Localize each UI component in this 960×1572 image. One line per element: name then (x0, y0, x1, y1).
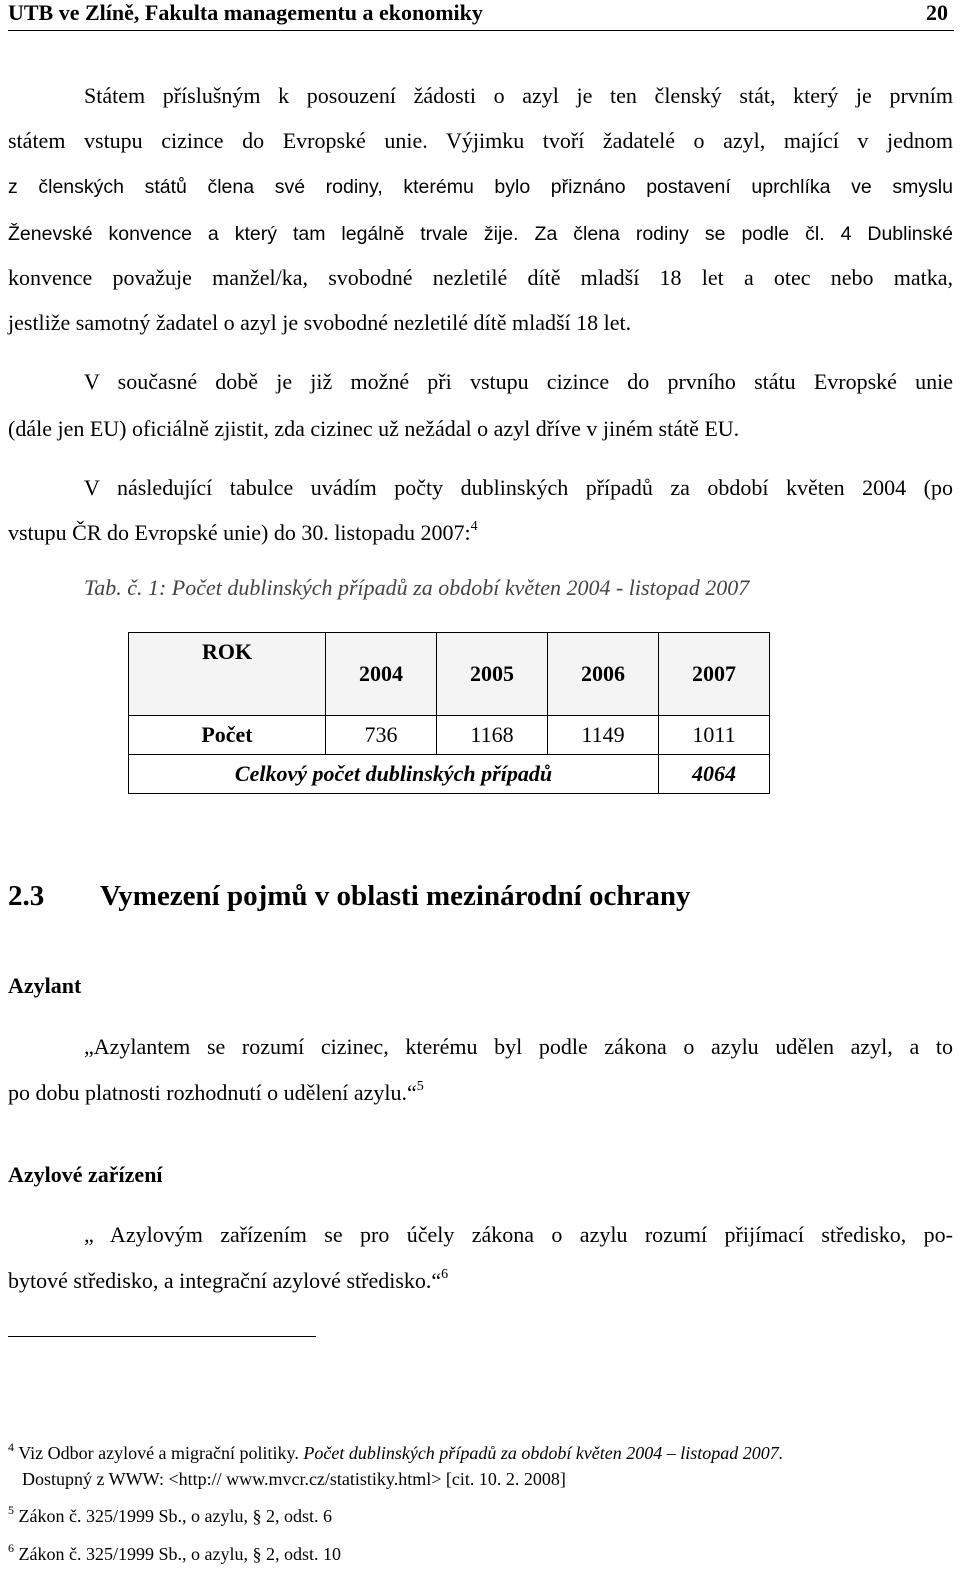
footnote-4-text: Viz Odbor azylové a migrační politiky. (18, 1443, 299, 1463)
footnote-5 (8, 1503, 332, 1529)
table-row-count (129, 716, 770, 755)
footnote-6-text: Zákon č. 325/1999 Sb., o azylu, § 2, odst. 10 (18, 1544, 341, 1564)
zarizeni-line-2-text: bytové středisko, a integrační azylové středisko.“ (8, 1268, 442, 1293)
footnote-6-number: 6 (8, 1541, 14, 1555)
footnote-5-number: 5 (8, 1503, 14, 1517)
para2-line-2: (dále jen EU) oficiálně zjistit, zda cizinec už nežádal o azyl dříve v jiném státě EU. (8, 416, 740, 441)
para3-line-1: V následující tabulce uvádím počty dublinských případů za období květen 2004 (po (84, 475, 953, 500)
header-rok: ROK (129, 633, 326, 716)
table-caption: Tab. č. 1: Počet dublinských případů za období květen 2004 - listopad 2007 (84, 575, 750, 600)
para3-line-2-text: vstupu ČR do Evropské unie) do 30. listopadu 2007: (8, 520, 471, 545)
zarizeni-line-2 (8, 1266, 953, 1296)
footnote-4-number: 4 (8, 1440, 14, 1454)
header-title: UTB ve Zlíně, Fakulta managementu a ekonomiky (8, 0, 483, 25)
count-cell: 1149 (548, 716, 659, 755)
section-title: Vymezení pojmů v oblasti mezinárodní ochrany (100, 880, 691, 912)
footnote-6 (8, 1541, 341, 1567)
para1-line-1: Státem příslušným k posouzení žádosti o azyl je ten členský stát, který je prvním (84, 83, 953, 108)
para1-line-2: státem vstupu cizince do Evropské unie. Výjimku tvoří žadatelé o azyl, mající v jednom (8, 128, 953, 153)
total-label: Celkový počet dublinských případů (129, 755, 659, 794)
azylant-line-2 (8, 1078, 953, 1108)
page-number: 20 (926, 0, 948, 25)
footnote-ref-6: 6 (441, 1267, 449, 1282)
footnote-4 (8, 1440, 783, 1466)
dublin-cases-table (128, 632, 770, 794)
footnote-4-line-2: Dostupný z WWW: <http:// www.mvcr.cz/statistiky.html> [cit. 10. 2. 2008] (22, 1469, 566, 1489)
para1-line-5: konvence považuje manžel/ka, svobodné nezletilé dítě mladší 18 let a otec nebo matka, (8, 265, 953, 290)
azylant-heading: Azylant (8, 973, 82, 998)
header-year: 2007 (659, 633, 770, 716)
total-value: 4064 (659, 755, 770, 794)
zarizeni-line-1: „ Azylovým zařízením se pro účely zákona o azylu rozumí přijímací středisko, po- (84, 1222, 953, 1247)
para2-line-1: V současné době je již možné při vstupu cizince do prvního státu Evropské unie (84, 369, 953, 394)
zarizeni-heading: Azylové zařízení (8, 1162, 163, 1187)
para3-line-2 (8, 518, 953, 548)
footnote-5-text: Zákon č. 325/1999 Sb., o azylu, § 2, odst. 6 (18, 1506, 332, 1526)
footnote-ref-4: 4 (470, 519, 478, 534)
para1-line-4: Ženevské konvence a který tam legálně trvale žije. Za člena rodiny se podle čl. 4 Dublinské (8, 223, 953, 245)
section-number: 2.3 (8, 880, 45, 912)
azylant-line-1: „Azylantem se rozumí cizinec, kterému byl podle zákona o azylu udělen azyl, a to (84, 1034, 953, 1059)
section-heading (8, 880, 691, 913)
header-year: 2006 (548, 633, 659, 716)
running-header (8, 0, 954, 31)
footnote-ref-5: 5 (416, 1079, 424, 1094)
header-year: 2004 (326, 633, 437, 716)
footnote-separator (8, 1336, 316, 1337)
header-year: 2005 (437, 633, 548, 716)
row-label-pocet: Počet (129, 716, 326, 755)
count-cell: 1168 (437, 716, 548, 755)
para1-line-3: z členských států člena své rodiny, kterému bylo přiznáno postavení uprchlíka ve smyslu (8, 176, 953, 198)
footnote-4-title: Počet dublinských případů za období květen 2004 – listopad 2007. (303, 1443, 784, 1463)
para1-line-6: jestliže samotný žadatel o azyl je svobodné nezletilé dítě mladší 18 let. (8, 310, 632, 335)
table-header-row (129, 633, 770, 716)
count-cell: 736 (326, 716, 437, 755)
azylant-line-2-text: po dobu platnosti rozhodnutí o udělení azylu.“ (8, 1080, 417, 1105)
table-row-total (129, 755, 770, 794)
count-cell: 1011 (659, 716, 770, 755)
